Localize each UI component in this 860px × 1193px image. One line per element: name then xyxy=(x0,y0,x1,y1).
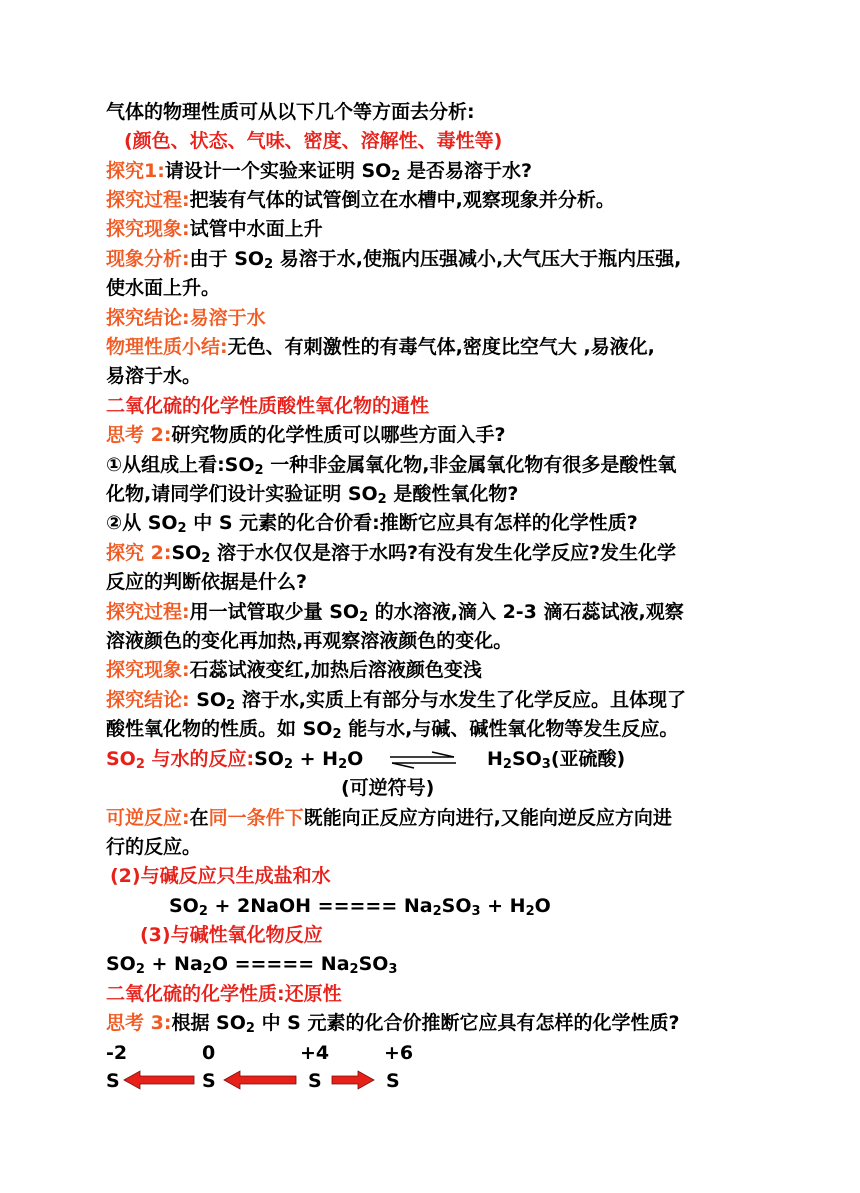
label: 探究1: xyxy=(106,160,165,182)
line-12 xyxy=(106,421,505,449)
label: 现象分析: xyxy=(106,248,190,270)
text: SO xyxy=(254,748,284,770)
subscript: 2 xyxy=(245,1021,255,1036)
reversible-arrow-icon xyxy=(388,750,458,770)
line-1 xyxy=(106,98,475,126)
text: 研究物质的化学性质可以哪些方面入手? xyxy=(171,424,506,446)
section-heading-acidic xyxy=(106,392,429,420)
text: 二氧化硫的化学性质:还原性 xyxy=(106,983,342,1005)
valence-arrows xyxy=(100,1062,420,1098)
text: 中 S 元素的化合价推断它应具有怎样的化学性质? xyxy=(261,1012,680,1034)
highlight: 同一条件下 xyxy=(208,807,304,829)
subscript: 2 xyxy=(432,904,442,919)
arrow-right-icon xyxy=(332,1071,374,1089)
subscript: 2 xyxy=(226,698,236,713)
subscript: 3 xyxy=(471,904,481,919)
line-15 xyxy=(106,509,638,537)
label: 思考 3: xyxy=(106,1012,172,1034)
text: 用一试管取少量 SO xyxy=(189,601,360,623)
line-8 xyxy=(106,304,266,332)
label: 与水的反应: xyxy=(151,748,255,770)
text: S xyxy=(106,1070,120,1092)
label: 探究现象: xyxy=(106,659,190,681)
text: (亚硫酸) xyxy=(550,748,626,770)
text: 在 xyxy=(189,807,209,829)
line-2 xyxy=(124,127,502,155)
text: (2)与碱反应只生成盐和水 xyxy=(110,865,331,887)
line-26 xyxy=(106,833,201,861)
line-5 xyxy=(106,215,323,243)
text: 把装有气体的试管倒立在水槽中,观察现象并分析。 xyxy=(189,189,615,211)
line-9 xyxy=(106,333,655,361)
subscript: 2 xyxy=(359,610,369,625)
line-16 xyxy=(106,539,676,567)
label: 可逆反应: xyxy=(106,807,190,829)
text: + H xyxy=(293,748,339,770)
text: 既能向正反应方向进行,又能向逆反应方向进 xyxy=(303,807,672,829)
text: 请设计一个实验来证明 SO xyxy=(164,160,392,182)
line-7 xyxy=(106,274,220,302)
text: 根据 SO xyxy=(171,1012,246,1034)
text: 溶于水仅仅是溶于水吗?有没有发生化学反应?发生化学 xyxy=(216,542,676,564)
label: 探究过程: xyxy=(106,189,190,211)
line-3 xyxy=(106,157,532,185)
text: 反应的判断依据是什么? xyxy=(106,571,308,593)
text: 能与水,与碱、碱性氧化物等发生反应。 xyxy=(348,718,679,740)
arrow-left-icon xyxy=(124,1071,194,1089)
text: 易溶于水,使瓶内压强减小,大气压大于瓶内压强, xyxy=(279,248,682,270)
subscript: 3 xyxy=(541,757,551,772)
subscript: 2 xyxy=(391,169,401,184)
text: SO xyxy=(106,953,136,975)
text: SO xyxy=(106,748,136,770)
line-6 xyxy=(106,245,681,273)
section-heading-reducing xyxy=(106,980,342,1008)
text: SO xyxy=(169,895,199,917)
label: 探究过程: xyxy=(106,601,190,623)
text: O ===== Na xyxy=(211,953,350,975)
subscript: 2 xyxy=(332,727,342,742)
text: (3)与碱性氧化物反应 xyxy=(140,924,323,946)
product-h2so3 xyxy=(487,745,625,773)
text: 0 xyxy=(202,1042,216,1064)
line-32 xyxy=(106,1009,680,1037)
text: -2 xyxy=(106,1042,128,1064)
label: 探究现象: xyxy=(106,218,190,240)
reversible-note xyxy=(341,774,434,802)
subscript: 2 xyxy=(525,904,535,919)
text: 的水溶液,滴入 2-3 滴石蕊试液,观察 xyxy=(374,601,684,623)
subscript: 2 xyxy=(198,904,208,919)
text: +6 xyxy=(384,1042,414,1064)
label: 思考 2: xyxy=(106,424,172,446)
text: + H xyxy=(480,895,526,917)
label: 探究结论: xyxy=(106,689,190,711)
text: O xyxy=(534,895,551,917)
arrow-left-icon xyxy=(224,1071,296,1089)
subscript: 2 xyxy=(264,257,274,272)
text: 溶液颜色的变化再加热,再观察溶液颜色的变化。 xyxy=(106,630,513,652)
subscript: 2 xyxy=(283,757,294,772)
subscript: 2 xyxy=(202,962,212,977)
subscript: 2 xyxy=(338,757,348,772)
text: (可逆符号) xyxy=(341,777,435,799)
line-10 xyxy=(106,362,201,390)
text: 试管中水面上升 xyxy=(189,218,323,240)
line-17 xyxy=(106,568,307,596)
line-21 xyxy=(106,686,686,714)
text: 行的反应。 xyxy=(106,836,202,858)
text: (颜色、状态、气味、密度、溶解性、毒性等) xyxy=(124,130,503,152)
text: SO xyxy=(358,953,389,975)
line-23-so2-water xyxy=(106,745,363,773)
subscript: 2 xyxy=(254,463,264,478)
text: 气体的物理性质可从以下几个等方面去分析: xyxy=(106,101,475,123)
subscript: 2 xyxy=(349,962,359,977)
text: ②从 SO xyxy=(106,512,178,534)
line-4 xyxy=(106,186,615,214)
subscript: 2 xyxy=(177,521,187,536)
text: 二氧化硫的化学性质酸性氧化物的通性 xyxy=(106,395,430,417)
text: 一种非金属氧化物,非金属氧化物有很多是酸性氧 xyxy=(270,454,677,476)
label: 物理性质小结: xyxy=(106,336,228,358)
line-22 xyxy=(106,715,678,743)
line-19 xyxy=(106,627,512,655)
text: S xyxy=(308,1070,322,1092)
subscript: 2 xyxy=(377,492,387,507)
text: 无色、有刺激性的有毒气体,密度比空气大 ,易液化, xyxy=(227,336,655,358)
text: + Na xyxy=(144,953,203,975)
text: 由于 SO xyxy=(189,248,265,270)
text: 石蕊试液变红,加热后溶液颜色变浅 xyxy=(189,659,482,681)
text: S xyxy=(202,1070,216,1092)
text: ①从组成上看:SO xyxy=(106,454,255,476)
text: SO xyxy=(441,895,472,917)
subheading-basic-oxide xyxy=(140,921,323,949)
text: 酸性氧化物的性质。如 SO xyxy=(106,718,333,740)
text: SO xyxy=(511,748,542,770)
text: O xyxy=(347,748,364,770)
text: 溶于水,实质上有部分与水发生了化学反应。且体现了 xyxy=(241,689,686,711)
subscript: 2 xyxy=(135,962,145,977)
subscript: 2 xyxy=(201,551,211,566)
text: SO xyxy=(189,689,227,711)
text: S xyxy=(386,1070,400,1092)
text: 易溶于水。 xyxy=(106,365,202,387)
text: 是酸性氧化物? xyxy=(393,483,519,505)
subheading-base xyxy=(110,862,331,890)
text: 中 S 元素的化合价看:推断它应具有怎样的化学性质? xyxy=(193,512,638,534)
text: 化物,请同学们设计实验证明 SO xyxy=(106,483,378,505)
line-14 xyxy=(106,480,518,508)
subscript: 2 xyxy=(135,757,145,772)
text: +4 xyxy=(300,1042,330,1064)
subscript: 2 xyxy=(502,757,512,772)
line-18 xyxy=(106,598,684,626)
line-13 xyxy=(106,451,676,479)
text: + 2NaOH ===== Na xyxy=(207,895,433,917)
text: H xyxy=(487,748,503,770)
text: 使水面上升。 xyxy=(106,277,221,299)
line-25 xyxy=(106,804,672,832)
text: 探究结论:易溶于水 xyxy=(106,307,266,329)
line-20 xyxy=(106,656,482,684)
text: SO xyxy=(171,542,202,564)
text: 是否易溶于水? xyxy=(406,160,532,182)
equation-naoh xyxy=(169,892,551,920)
subscript: 3 xyxy=(388,962,398,977)
equation-na2o xyxy=(106,950,397,978)
label: 探究 2: xyxy=(106,542,172,564)
